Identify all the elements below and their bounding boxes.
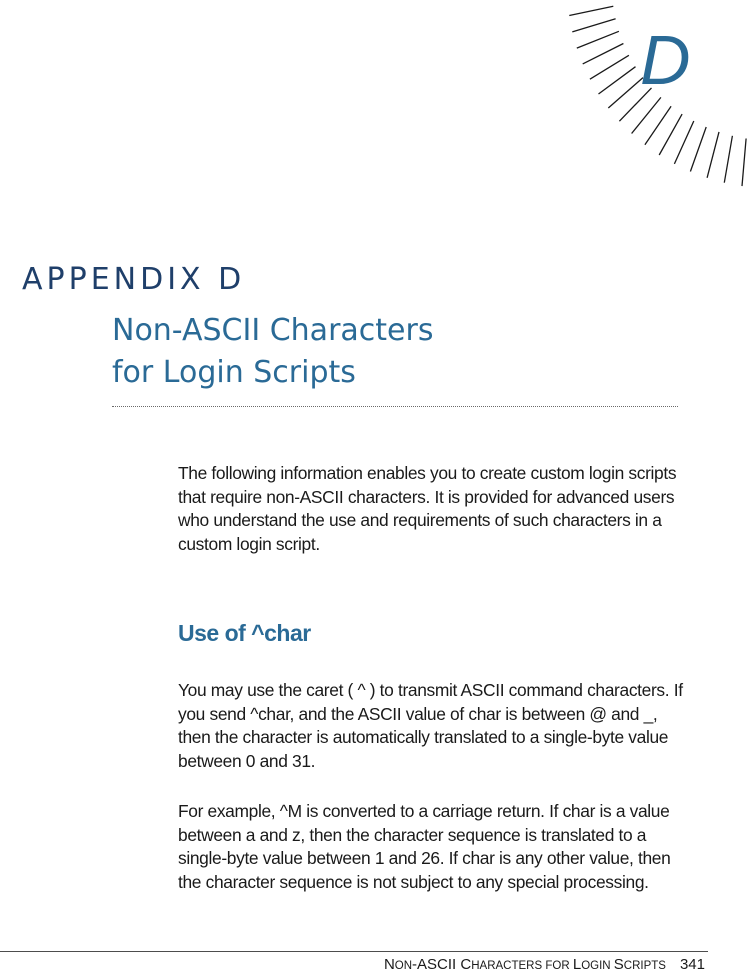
running-head [384,956,666,973]
tick-mark [690,127,706,172]
tick-mark [742,139,746,187]
appendix-label: APPENDIX D [22,262,246,297]
running-head-part: L [572,956,582,973]
tick-mark [569,6,613,15]
decorative-tick-marks [0,0,747,210]
chapter-title-line-1: Non-ASCII Characters [112,313,434,348]
running-head-part: HARACTERS [471,960,546,972]
tick-mark [577,31,619,48]
tick-mark [724,136,732,183]
chapter-title [112,310,433,394]
tick-mark [707,132,719,178]
running-head-part: N [383,956,395,973]
running-head-part: CRIPTS [623,960,666,972]
running-head-part: S [613,956,624,973]
running-head-part: OGIN [581,960,614,972]
body-paragraph-2: For example, ^M is converted to a carriage return. If char is a value between a and z, then the character sequence is translated to a single-byte value between 1 and 26. If char is any other value, then the character sequence is not subject to any special processing. [178,801,671,892]
body-paragraph-1: You may use the caret ( ^ ) to transmit ASCII command characters. If you send ^char, and the ASCII value of char is between @ and _, then the character is automatically translated to a single-byte value between 0 and 31. [178,680,683,771]
tick-mark [674,121,693,164]
page-number: 341 [679,956,705,973]
appendix-letter: D [640,21,691,99]
tick-mark [583,44,624,64]
running-head-part: FOR [545,960,573,972]
running-head-part: ON [394,960,413,972]
page-footer [384,956,705,975]
title-divider [112,406,678,407]
tick-mark [659,114,682,155]
footer-divider [0,951,708,952]
running-head-part: -ASCII [412,956,461,973]
intro-paragraph: The following information enables you to create custom login scripts that require non-ASCII characters. It is provided for advanced users who understand the use and requirements of such characters in a custom login script. [178,463,677,554]
running-head-part: C [460,956,472,973]
chapter-title-line-2: for Login Scripts [112,355,356,390]
section-heading: Use of ^char [178,620,311,646]
tick-mark [572,19,615,32]
